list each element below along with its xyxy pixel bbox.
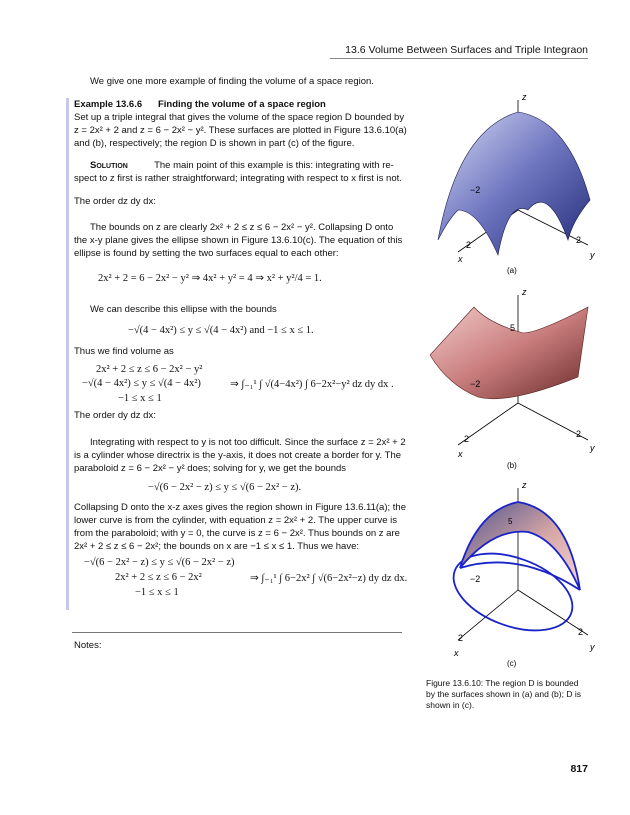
label-c: (c) (507, 659, 517, 668)
order2-line-7: 2x² + 2 ≤ z ≤ 6 − 2x²; the bounds on x are −1 ≤ x ≤ 1. Thus we have: (74, 541, 359, 552)
tick-x2-c: 2 (458, 633, 464, 643)
order2-system-1: −√(6 − 2x² − z) ≤ y ≤ √(6 − 2x² − z) (84, 557, 235, 568)
label-b: (b) (507, 461, 517, 470)
figure-c (418, 480, 598, 670)
solution-text-1: The main point of this example is this: integrating with re- (154, 160, 394, 171)
example-title: Finding the volume of a space region (157, 99, 326, 110)
ellipse-bounds: −√(4 − 4x²) ≤ y ≤ √(4 − 4x²) and −1 ≤ x ≤ 1. (128, 325, 314, 336)
example-bar (66, 98, 69, 610)
order1-line-5: Thus we find volume as (74, 346, 174, 357)
example-number: Example 13.6.6 (74, 99, 143, 110)
order1-integral: ⇒ ∫₋₁¹ ∫ √(4−4x²) ∫ 6−2x²−y² dz dy dx . (230, 379, 394, 390)
solution-label: Solution (90, 160, 128, 171)
notes-label: Notes: (74, 640, 102, 651)
notes-rule (72, 632, 402, 633)
example-line-2: z = 2x² + 2 and z = 6 − 2x² − y². These surfaces are plotted in Figure 13.6.10(a) (74, 125, 407, 136)
solution-line-2: spect to z first is rather straightforward; integrating with respect to x first is not. (74, 173, 402, 184)
figure-a (418, 90, 598, 280)
order2-integral: ⇒ ∫₋₁¹ ∫ 6−2x² ∫ √(6−2x²−z) dy dz dx. (250, 573, 408, 584)
z-label-b: z (522, 287, 527, 297)
paraboloid-surface-a (438, 112, 590, 255)
tick-x2-b: 2 (464, 434, 470, 444)
order2-heading: The order dy dz dx: (74, 410, 156, 421)
z-label-c: z (522, 480, 527, 490)
y-label-a: y (590, 250, 595, 260)
order2-line-6: from the paraboloid; with y = 0, the curve is z = 6 − 2x². Thus bounds on z are (74, 528, 400, 539)
order1-system-2: −√(4 − 4x²) ≤ y ≤ √(4 − 4x²) (82, 378, 201, 389)
x-label-c: x (454, 648, 459, 658)
order2-line-4: Collapsing D onto the x-z axes gives the region shown in Figure 13.6.11(a); the (74, 502, 406, 513)
order2-line-3: paraboloid z = 6 − 2x² − y² does; solving for y, we get the bounds (74, 463, 347, 474)
example-heading (74, 99, 326, 112)
x-axis-c (458, 590, 518, 640)
tick-neg2-c: −2 (470, 574, 481, 584)
order1-heading: The order dz dy dx: (74, 196, 156, 207)
y-label-c: y (590, 642, 595, 652)
page-number: 817 (570, 763, 588, 775)
solution-line-1 (90, 160, 394, 173)
tick-y2-b: 2 (576, 429, 582, 439)
tick-5-c: 5 (508, 517, 513, 526)
intro-text: We give one more example of finding the volume of a space region. (90, 76, 374, 87)
order2-system-3: −1 ≤ x ≤ 1 (135, 587, 179, 598)
tick-5-b: 5 (510, 323, 516, 333)
tick-neg2-b: −2 (470, 379, 481, 389)
figure-caption-2: by the surfaces shown in (a) and (b); D is (426, 689, 581, 699)
example-line-3: and (b), respectively; the region D is shown in part (c) of the figure. (74, 138, 355, 149)
tick-y2-a: 2 (576, 235, 582, 245)
ellipse-equation: 2x² + 2 = 6 − 2x² − y² ⇒ 4x² + y² = 4 ⇒ x² + y²/4 = 1. (98, 273, 322, 284)
order1-system-1: 2x² + 2 ≤ z ≤ 6 − 2x² − y² (96, 364, 203, 375)
y-bounds: −√(6 − 2x² − z) ≤ y ≤ √(6 − 2x² − z). (148, 482, 302, 493)
header-rule (330, 58, 588, 59)
order2-system-2: 2x² + 2 ≤ z ≤ 6 − 2x² (115, 572, 202, 583)
order1-line-4: We can describe this ellipse with the bounds (90, 304, 277, 315)
order2-line-2: is a cylinder whose directrix is the y-axis, it does not create a border for y. The (74, 450, 402, 461)
tick-y2-c: 2 (578, 627, 584, 637)
x-label-b: x (458, 449, 463, 459)
z-label-a: z (522, 92, 527, 102)
order2-line-1: Integrating with respect to y is not too difficult. Since the surface z = 2x² + 2 (90, 437, 406, 448)
running-header: 13.6 Volume Between Surfaces and Triple Integraon (345, 44, 588, 56)
order1-line-3: ellipse is found by setting the two surfaces equal to each other: (74, 248, 339, 259)
tick-x2-a: 2 (466, 240, 472, 250)
order1-line-1: The bounds on z are clearly 2x² + 2 ≤ z ≤ 6 − 2x² − y². Collapsing D onto (90, 222, 394, 233)
figure-b (418, 285, 598, 475)
y-label-b: y (590, 443, 595, 453)
figure-caption-3: shown in (c). (426, 700, 475, 710)
label-a: (a) (507, 266, 517, 275)
figure-caption-1: Figure 13.6.10: The region D is bounded (426, 678, 579, 688)
tick-neg2-a: −2 (470, 185, 481, 195)
example-line-1: Set up a triple integral that gives the volume of the space region D bounded by (74, 112, 405, 123)
cylinder-surface-b (430, 307, 588, 399)
order1-system-3: −1 ≤ x ≤ 1 (118, 393, 162, 404)
x-label-a: x (458, 254, 463, 264)
order1-line-2: the x-y plane gives the ellipse shown in Figure 13.6.10(c). The equation of this (74, 235, 403, 246)
order2-line-5: lower curve is from the cylinder, with equation z = 2x² + 2. The upper curve is (74, 515, 397, 526)
